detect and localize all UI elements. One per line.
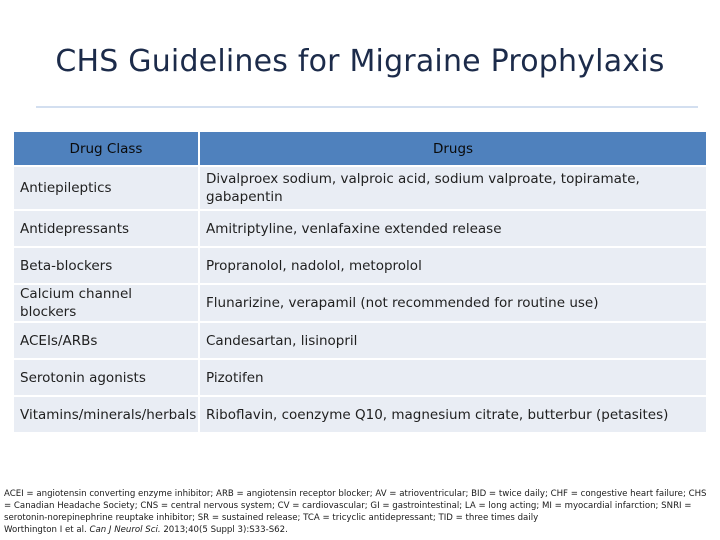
drugs-cell: Riboflavin, coenzyme Q10, magnesium citrate, butterbur (petasites) xyxy=(200,397,706,432)
drug-class-cell: Calcium channel blockers xyxy=(14,285,200,321)
table-row xyxy=(14,360,706,395)
table-row xyxy=(14,211,706,246)
citation-authors: Worthington I et al. xyxy=(4,525,87,535)
drugs-cell: Flunarizine, verapamil (not recommended for routine use) xyxy=(200,285,706,321)
title-divider xyxy=(36,106,698,108)
header-drugs: Drugs xyxy=(200,132,706,165)
table-row xyxy=(14,323,706,358)
citation-details: 2013;40(5 Suppl 3):S33-S62. xyxy=(163,525,288,535)
slide-title: CHS Guidelines for Migraine Prophylaxis xyxy=(55,44,665,79)
drug-class-cell: Antidepressants xyxy=(14,211,200,246)
citation-journal: Can J Neurol Sci. xyxy=(89,525,161,535)
drug-class-cell: Serotonin agonists xyxy=(14,360,200,395)
drug-table xyxy=(14,130,706,434)
header-drug-class: Drug Class xyxy=(14,132,200,165)
drugs-cell: Pizotifen xyxy=(200,360,706,395)
drug-class-cell: Vitamins/minerals/herbals xyxy=(14,397,200,432)
drugs-cell: Amitriptyline, venlafaxine extended release xyxy=(200,211,706,246)
drugs-cell: Propranolol, nadolol, metoprolol xyxy=(200,248,706,283)
footnote-abbreviations: ACEI = angiotensin converting enzyme inhibitor; ARB = angiotensin receptor blocker; AV = atrioventricular; BID = twice daily; CHF = congestive heart failure; CHS = Canadian Headache Society; CNS = central nervous system; CV = cardiovascular; GI = gastrointestinal; LA = long acting; MI = myocardial infarction; SNRI = serotonin-norepinephrine reuptake inhibitor; SR = sustained release; TCA = tricyclic antidepressant; TID = three times daily xyxy=(4,489,707,523)
table-row xyxy=(14,167,706,209)
footnote-citation xyxy=(4,524,716,536)
drug-class-cell: Antiepileptics xyxy=(14,167,200,209)
table-row xyxy=(14,248,706,283)
drug-class-cell: Beta-blockers xyxy=(14,248,200,283)
footnote xyxy=(4,488,716,536)
table-header-row xyxy=(14,132,706,165)
drug-class-cell: ACEIs/ARBs xyxy=(14,323,200,358)
drugs-cell: Candesartan, lisinopril xyxy=(200,323,706,358)
drugs-cell: Divalproex sodium, valproic acid, sodium valproate, topiramate, gabapentin xyxy=(200,167,706,209)
table-row xyxy=(14,285,706,321)
table-row xyxy=(14,397,706,432)
